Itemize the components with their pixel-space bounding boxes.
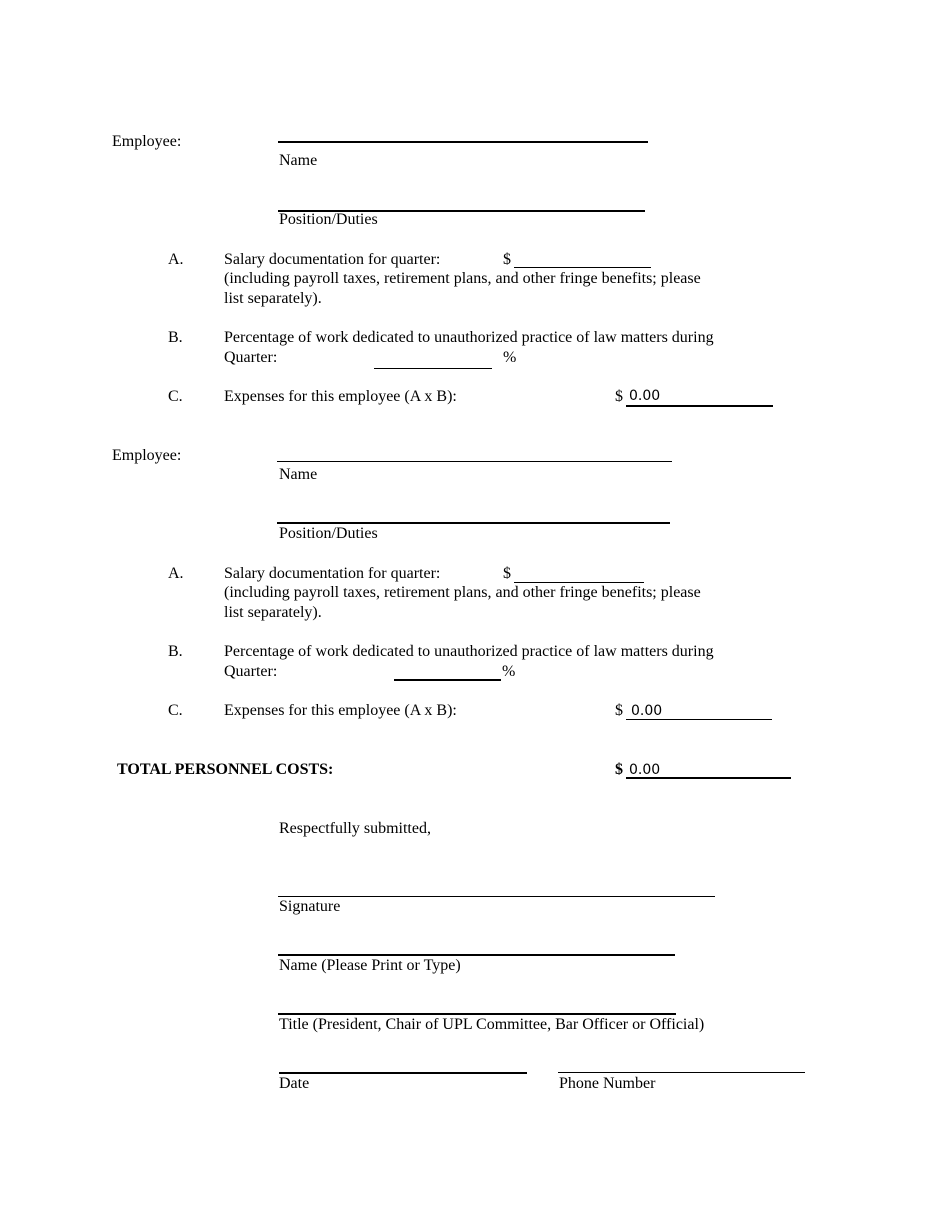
- total-label: TOTAL PERSONNEL COSTS:: [117, 761, 334, 778]
- expenses-underline: [626, 719, 772, 720]
- item-b-letter: B.: [168, 329, 183, 346]
- position-duties-field[interactable]: [277, 502, 670, 522]
- date-caption: Date: [279, 1075, 310, 1092]
- item-b-text: Percentage of work dedicated to unauthorized practice of law matters during: [224, 643, 714, 660]
- name-underline: [277, 461, 672, 462]
- item-c-text: Expenses for this employee (A x B):: [224, 702, 457, 719]
- printed-name-caption: Name (Please Print or Type): [279, 957, 461, 974]
- name-caption: Name: [279, 466, 318, 483]
- name-caption: Name: [279, 152, 318, 169]
- percentage-field[interactable]: [374, 348, 492, 368]
- salary-amount-field[interactable]: [514, 563, 644, 583]
- position-caption: Position/Duties: [279, 525, 378, 542]
- salary-underline: [514, 267, 651, 268]
- percentage-underline: [374, 368, 492, 369]
- signature-field[interactable]: [278, 876, 715, 896]
- item-c-letter: C.: [168, 388, 183, 405]
- position-duties-field[interactable]: [278, 190, 645, 210]
- percent-symbol: %: [503, 349, 517, 366]
- total-amount: 0.00: [629, 762, 661, 778]
- phone-caption: Phone Number: [559, 1075, 656, 1092]
- percent-symbol: %: [502, 663, 516, 680]
- item-a-note: (including payroll taxes, retirement plans, and other fringe benefits; please: [224, 270, 701, 287]
- item-a-note-cont: list separately).: [224, 290, 322, 307]
- item-a-note-cont: list separately).: [224, 604, 322, 621]
- salary-amount-field[interactable]: [514, 248, 651, 268]
- currency-symbol: $: [615, 761, 623, 778]
- item-a-text: Salary documentation for quarter:: [224, 251, 441, 268]
- employee-label: Employee:: [112, 447, 182, 464]
- item-a-letter: A.: [168, 251, 184, 268]
- title-field[interactable]: [278, 993, 676, 1013]
- item-a-letter: A.: [168, 565, 184, 582]
- currency-symbol: $: [503, 251, 511, 268]
- employee-name-field[interactable]: [278, 122, 648, 142]
- employee-label: Employee:: [112, 133, 182, 150]
- item-b-text: Percentage of work dedicated to unauthorized practice of law matters during: [224, 329, 714, 346]
- printed-name-field[interactable]: [278, 935, 675, 955]
- currency-symbol: $: [615, 388, 623, 405]
- expenses-underline: [626, 405, 773, 407]
- item-c-letter: C.: [168, 702, 183, 719]
- date-underline: [279, 1072, 527, 1074]
- item-c-text: Expenses for this employee (A x B):: [224, 388, 457, 405]
- expenses-amount: 0.00: [631, 703, 663, 719]
- employee-name-field[interactable]: [277, 441, 672, 461]
- item-a-text: Salary documentation for quarter:: [224, 565, 441, 582]
- currency-symbol: $: [503, 565, 511, 582]
- signature-caption: Signature: [279, 898, 341, 915]
- title-caption: Title (President, Chair of UPL Committee, Bar Officer or Official): [279, 1016, 705, 1033]
- item-a-note: (including payroll taxes, retirement plans, and other fringe benefits; please: [224, 584, 701, 601]
- signature-underline: [278, 896, 715, 897]
- position-caption: Position/Duties: [279, 211, 378, 228]
- date-field[interactable]: [279, 1053, 527, 1073]
- salutation: Respectfully submitted,: [279, 820, 431, 837]
- phone-underline: [558, 1072, 805, 1073]
- percentage-field[interactable]: [394, 660, 501, 680]
- currency-symbol: $: [615, 702, 623, 719]
- item-b-quarter-label: Quarter:: [224, 349, 278, 366]
- item-b-letter: B.: [168, 643, 183, 660]
- name-underline: [278, 141, 648, 143]
- phone-number-field[interactable]: [558, 1052, 805, 1072]
- item-b-quarter-label: Quarter:: [224, 663, 278, 680]
- total-underline: [626, 777, 791, 779]
- expenses-amount: 0.00: [629, 388, 661, 404]
- percentage-underline: [394, 679, 501, 681]
